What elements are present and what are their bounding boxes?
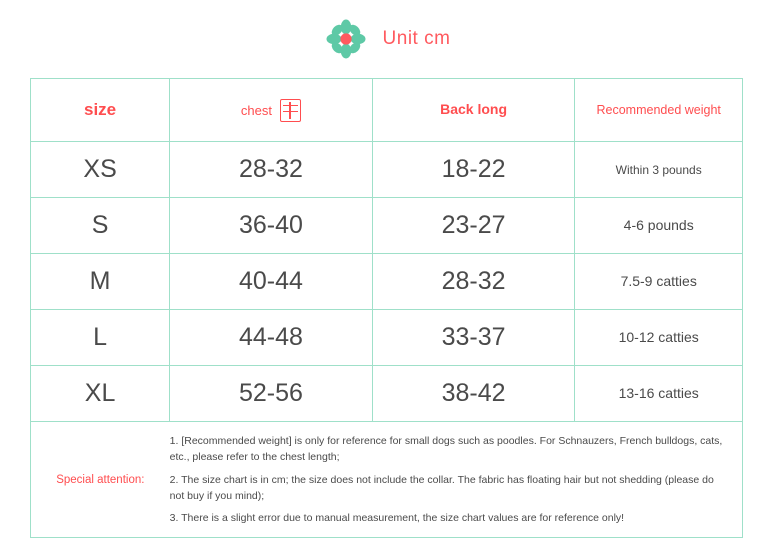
size-table xyxy=(31,79,742,422)
cell-size xyxy=(31,310,170,366)
header-cell-back-long xyxy=(372,79,575,142)
note-line: 1. [Recommended weight] is only for reference for small dogs such as poodles. For Schnauzers, French bulldogs, cats, etc., please refer to the chest length; xyxy=(169,435,723,464)
back-long-value: 33-37 xyxy=(441,323,506,351)
table-row xyxy=(31,254,742,310)
cell-back-long xyxy=(372,142,575,198)
cell-chest xyxy=(170,142,373,198)
size-value: L xyxy=(93,323,108,351)
size-value: S xyxy=(91,211,109,239)
cell-weight xyxy=(575,198,742,254)
header-back-long-label: Back long xyxy=(440,101,508,117)
header-size-label: size xyxy=(84,100,117,119)
weight-value: Within 3 pounds xyxy=(615,162,702,177)
cell-weight xyxy=(575,366,742,422)
cell-weight xyxy=(575,254,742,310)
table-row xyxy=(31,310,742,366)
cell-chest xyxy=(170,310,373,366)
cell-weight xyxy=(575,142,742,198)
back-long-value: 23-27 xyxy=(441,211,506,239)
header-cell-weight xyxy=(575,79,742,142)
chest-value: 36-40 xyxy=(238,211,303,239)
cell-back-long xyxy=(372,366,575,422)
header-cell-size xyxy=(31,79,170,142)
weight-value: 13-16 catties xyxy=(618,384,699,401)
back-long-value: 38-42 xyxy=(441,379,506,407)
table-row xyxy=(31,198,742,254)
size-value: M xyxy=(89,267,111,295)
cell-size xyxy=(31,366,170,422)
table-row xyxy=(31,142,742,198)
cell-chest xyxy=(170,198,373,254)
weight-value: 10-12 catties xyxy=(618,328,699,345)
chest-value: 28-32 xyxy=(238,155,303,183)
cell-weight xyxy=(575,310,742,366)
measure-chart-icon xyxy=(280,99,301,122)
size-value: XS xyxy=(83,155,117,183)
chest-value: 44-48 xyxy=(238,323,303,351)
note-line: 3. There is a slight error due to manual measurement, the size chart values are for reference only! xyxy=(169,512,625,525)
cell-back-long xyxy=(372,254,575,310)
cell-back-long xyxy=(372,310,575,366)
table-header-row xyxy=(31,79,742,142)
page-header xyxy=(0,0,773,78)
note-line: 2. The size chart is in cm; the size does not include the collar. The fabric has floating hair but not shedding (please do not buy if you mind); xyxy=(169,473,714,502)
back-long-value: 18-22 xyxy=(441,155,506,183)
cell-chest xyxy=(170,366,373,422)
weight-value: 7.5-9 catties xyxy=(620,272,697,289)
header-cell-chest xyxy=(170,79,373,142)
special-attention-section xyxy=(30,422,743,538)
cell-back-long xyxy=(372,198,575,254)
cell-chest xyxy=(170,254,373,310)
page-title: Unit cm xyxy=(382,28,451,49)
weight-value: 4-6 pounds xyxy=(623,216,694,233)
size-table-container xyxy=(30,78,743,422)
chest-value: 52-56 xyxy=(238,379,303,407)
special-attention-label: Special attention: xyxy=(56,473,145,486)
header-weight-label: Recommended weight xyxy=(596,103,721,117)
table-row xyxy=(31,366,742,422)
cell-size xyxy=(31,254,170,310)
back-long-value: 28-32 xyxy=(441,267,506,295)
chest-value: 40-44 xyxy=(238,267,303,295)
special-attention-notes xyxy=(170,430,742,529)
cell-size xyxy=(31,198,170,254)
header-chest-label: chest xyxy=(240,102,272,118)
cell-size xyxy=(31,142,170,198)
size-value: XL xyxy=(84,379,116,407)
flower-icon xyxy=(323,16,369,62)
